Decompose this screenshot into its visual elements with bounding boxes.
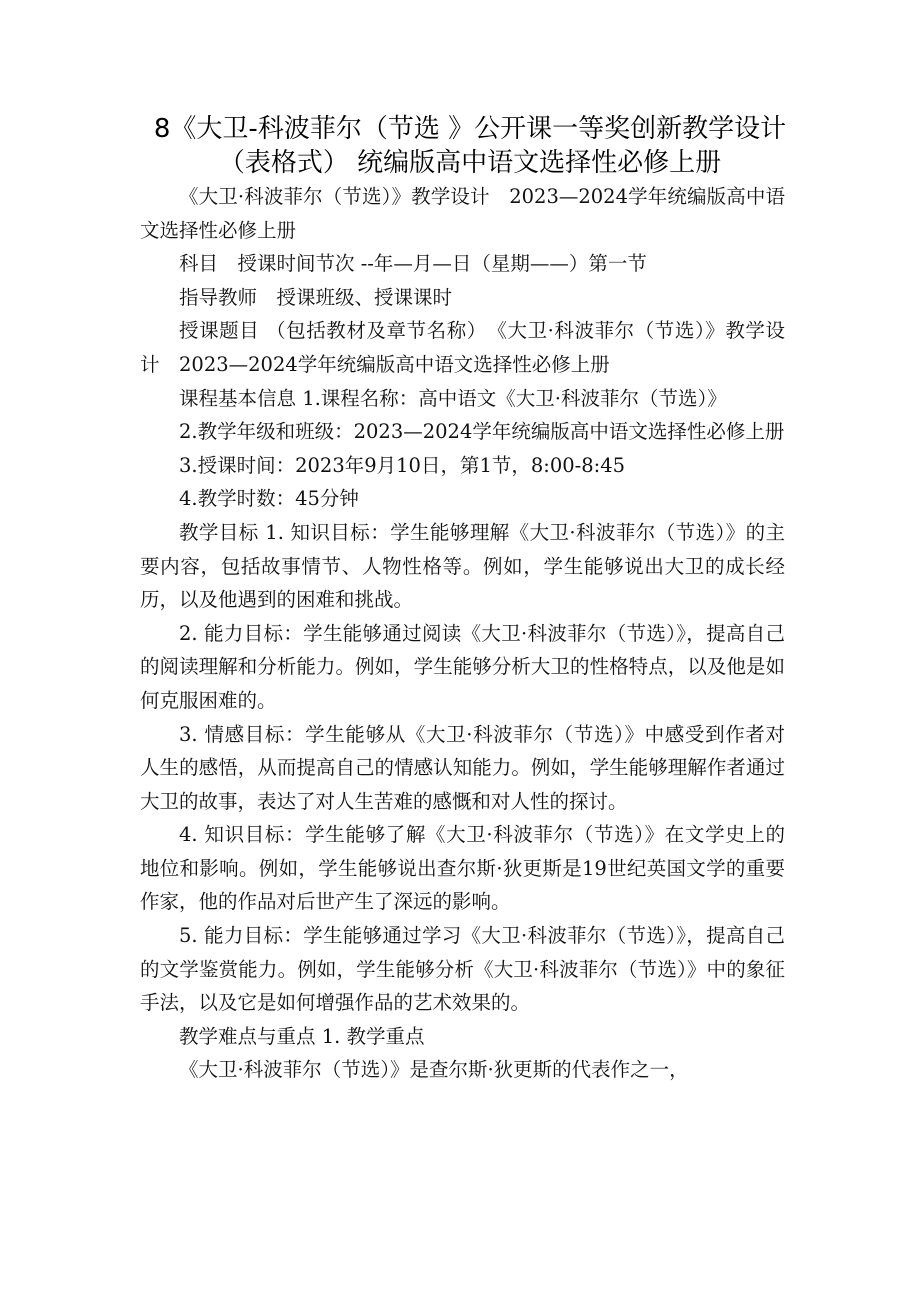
paragraph-objective-5: 5. 能力目标：学生能够通过学习《大卫·科波菲尔（节选）》，提高自己的文学鉴赏能力。例如，学生能够分析《大卫·科波菲尔（节选）》中的象征手法，以及它是如何增强作品的艺术效果的。 <box>140 924 785 1015</box>
paragraph-teacher-class: 指导教师 授课班级、授课课时 <box>179 285 453 309</box>
document-body <box>140 180 785 1087</box>
paragraph-design-heading: 《大卫·科波菲尔（节选）》教学设计 2023—2024学年统编版高中语文选择性必修上册 <box>140 185 785 242</box>
document-title: 8《大卫-科波菲尔（节选 》公开课一等奖创新教学设计 （表格式） 统编版高中语文选择性必修上册 <box>153 114 787 178</box>
paragraph-lesson-hours: 4.教学时数：45分钟 <box>179 487 359 511</box>
paragraph-grade-class: 2.教学年级和班级：2023—2024学年统编版高中语文选择性必修上册 <box>179 420 785 444</box>
paragraph-lesson-time: 3.授课时间：2023年9月10日，第1节，8:00-8:45 <box>179 453 626 477</box>
paragraph-key-points-heading: 教学难点与重点 1. 教学重点 <box>179 1024 425 1048</box>
paragraph-objective-4: 4. 知识目标：学生能够了解《大卫·科波菲尔（节选）》在文学史上的地位和影响。例如，学生能够说出查尔斯·狄更斯是19世纪英国文学的重要作家，他的作品对后世产生了深远的影响。 <box>140 823 785 914</box>
paragraph-objective-3: 3. 情感目标：学生能够从《大卫·科波菲尔（节选）》中感受到作者对人生的感悟，从而提高自己的情感认知能力。例如，学生能够理解作者通过大卫的故事，表达了对人生苦难的感慨和对人性的探讨。 <box>140 722 785 813</box>
paragraph-key-points-text: 《大卫·科波菲尔（节选）》是查尔斯·狄更斯的代表作之一， <box>179 1058 689 1082</box>
paragraph-objective-2: 2. 能力目标：学生能够通过阅读《大卫·科波菲尔（节选）》，提高自己的阅读理解和分析能力。例如，学生能够分析大卫的性格特点，以及他是如何克服困难的。 <box>140 621 785 712</box>
paragraph-subject-time: 科目 授课时间节次 --年—月—日（星期——）第一节 <box>179 252 647 276</box>
paragraph-course-name: 课程基本信息 1.课程名称：高中语文《大卫·科波菲尔（节选）》 <box>179 386 727 410</box>
paragraph-lesson-topic: 授课题目 （包括教材及章节名称） 《大卫·科波菲尔（节选）》教学设计 2023—2024学年统编版高中语文选择性必修上册 <box>140 319 785 376</box>
paragraph-objective-1: 教学目标 1. 知识目标：学生能够理解《大卫·科波菲尔（节选）》的主要内容，包括故事情节、人物性格等。例如，学生能够说出大卫的成长经历，以及他遇到的困难和挑战。 <box>140 520 785 612</box>
